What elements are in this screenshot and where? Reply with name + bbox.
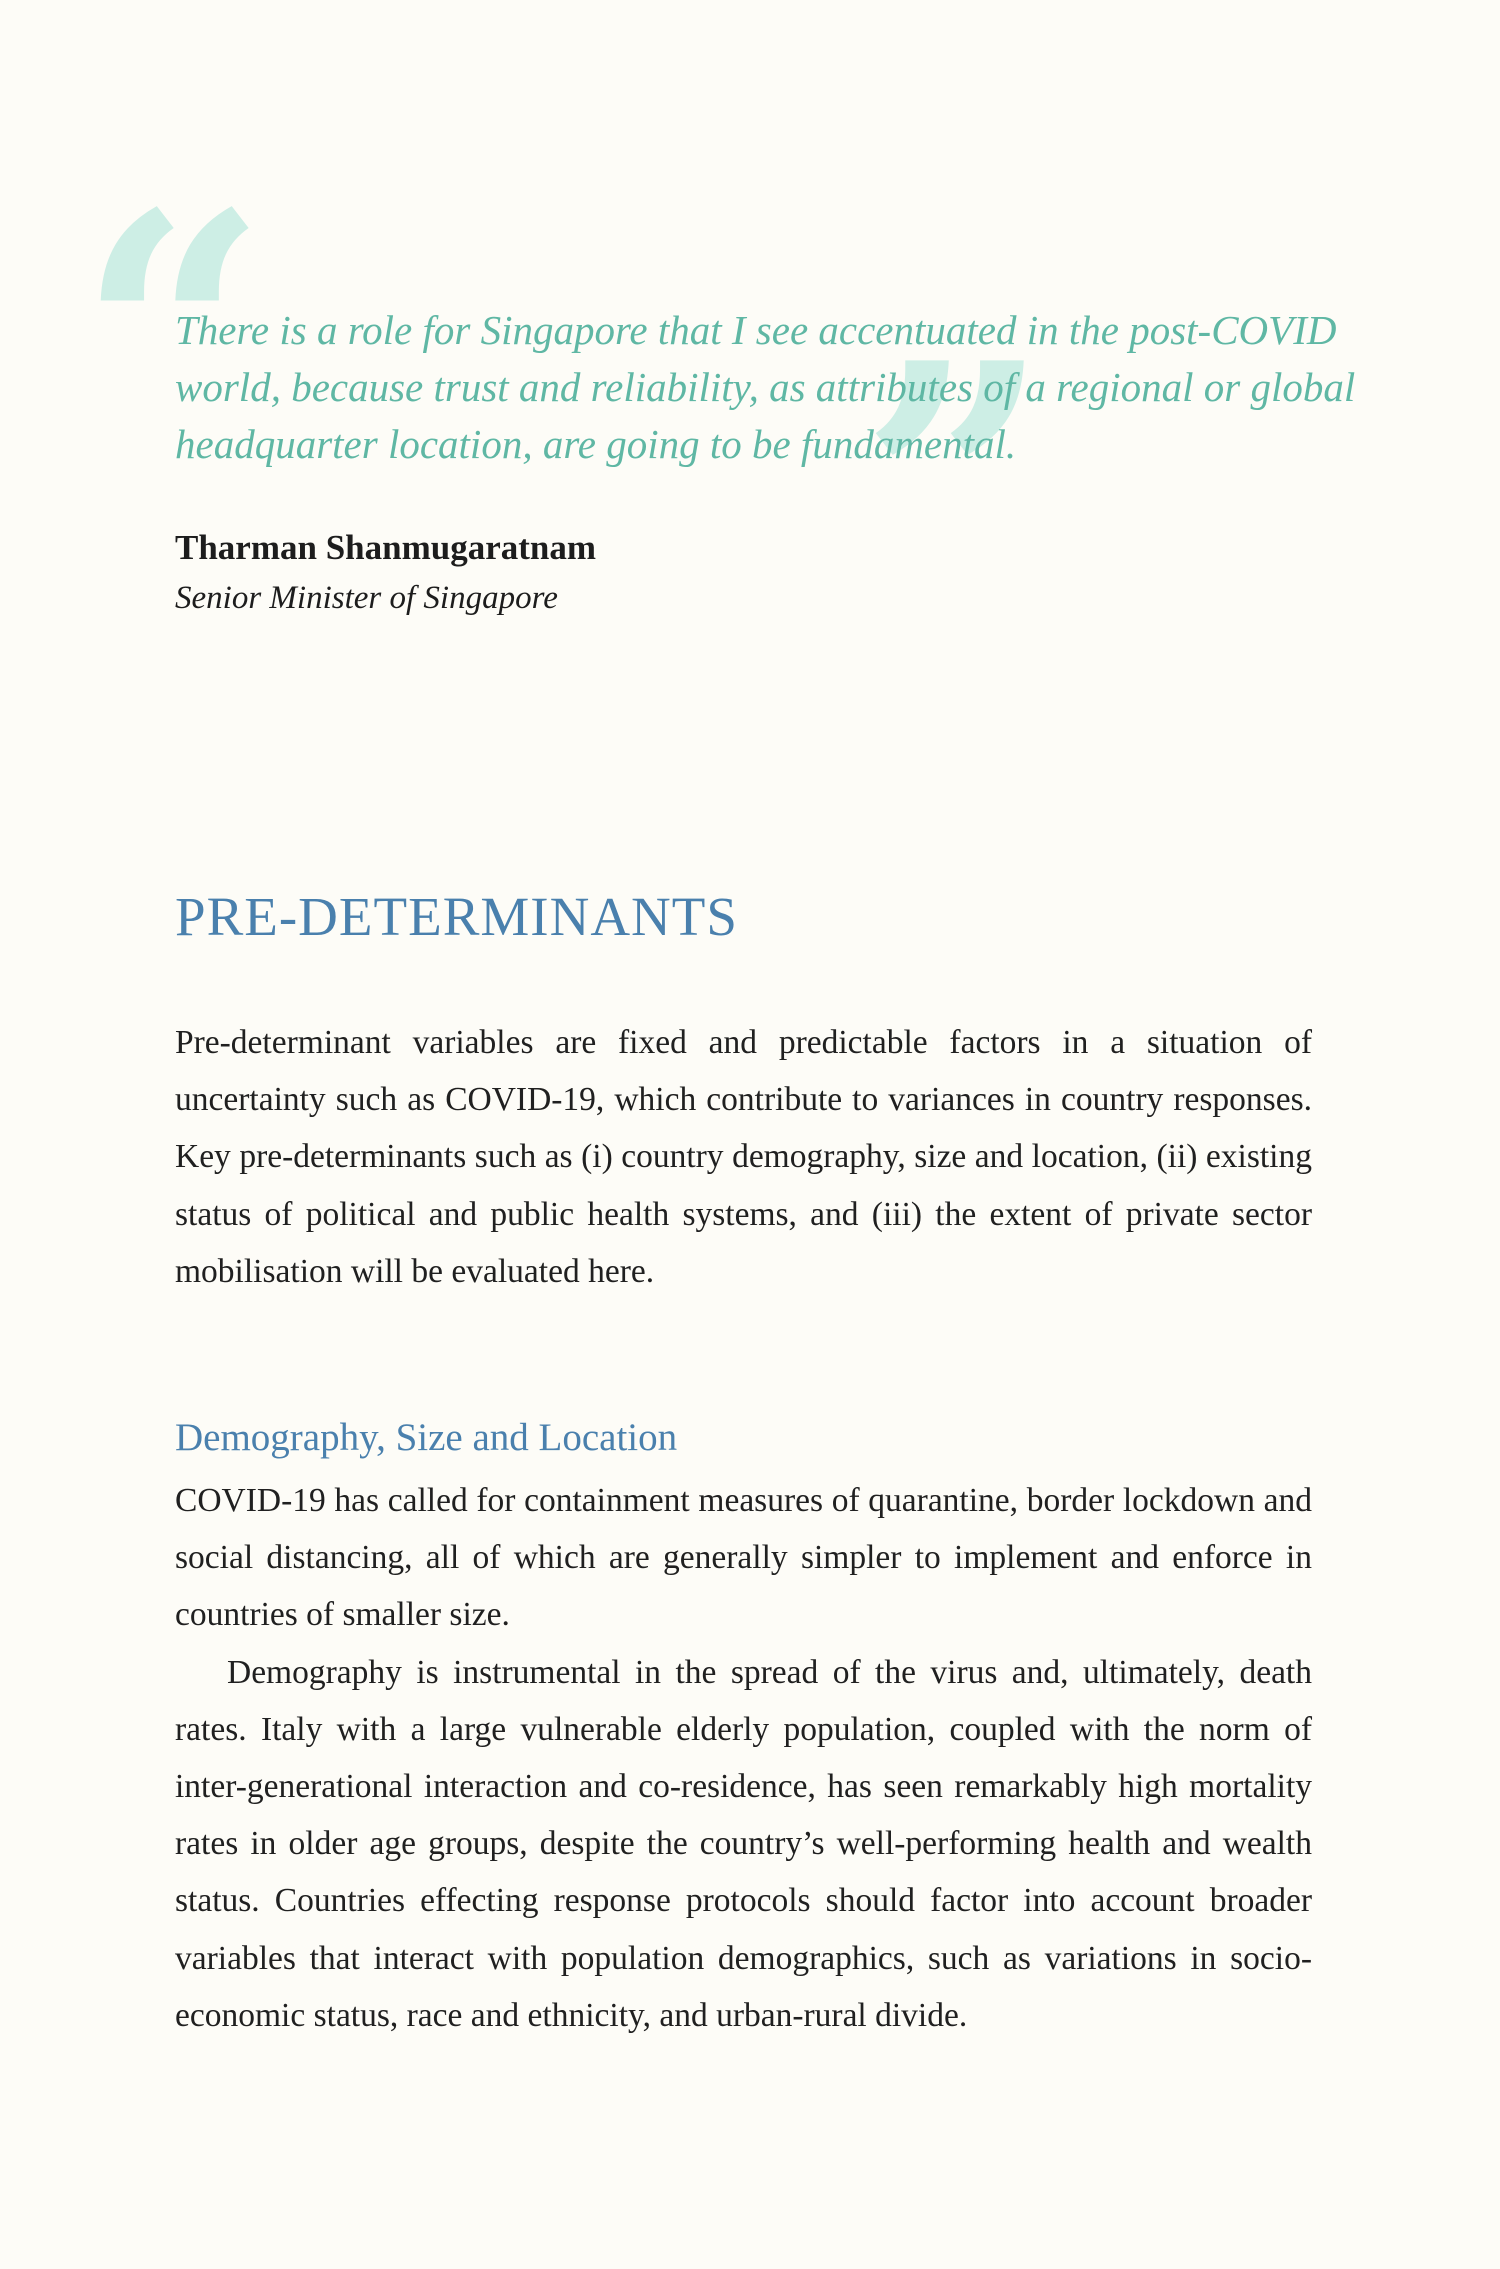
paragraph: COVID-19 has called for containment measures of quarantine, border lockdown and social distancing, all of which are generally simpler to implement and enforce in countries of smaller size. <box>175 1482 1312 1634</box>
close-quote-mark-icon: ” <box>860 291 1050 679</box>
section-intro <box>175 1014 1312 1300</box>
pull-quote-line: headquarter location, are going to be fundamental. <box>175 421 1017 467</box>
open-quote-mark-icon: “ <box>78 141 268 529</box>
subsection-title: Demography, Size and Location <box>175 1416 678 1459</box>
pull-quote <box>175 302 1356 473</box>
pull-quote-line: There is a role for Singapore that I see accentuated in the post-COVID <box>175 307 1337 353</box>
paragraph: Pre-determinant variables are fixed and predictable factors in a situation of uncertainty such as COVID-19, which contribute to variances in country responses. Key pre-determinants such as (i) country demography, size and location, (ii) existing status of political and public health systems, and (iii) the extent of private sector mobilisation will be evaluated here. <box>175 1024 1312 1290</box>
subsection-body <box>175 1472 1312 2044</box>
pull-quote-line: world, because trust and reliability, as attributes of a regional or global <box>175 364 1356 410</box>
quote-author: Tharman Shanmugaratnam <box>175 528 597 567</box>
quote-author-title: Senior Minister of Singapore <box>175 580 558 616</box>
paragraph: Demography is instrumental in the spread of the virus and, ultimately, death rates. Italy with a large vulnerable elderly population, coupled with the norm of inter-generational interaction and co-residence, has seen remarkably high mortality rates in older age groups, despite the country’s well-performing health and wealth status. Countries effecting response protocols should factor into account broader variables that interact with population demographics, such as variations in socio-economic status, race and ethnicity, and urban-rural divide. <box>175 1653 1312 2034</box>
section-title: PRE-DETERMINANTS <box>175 886 738 947</box>
